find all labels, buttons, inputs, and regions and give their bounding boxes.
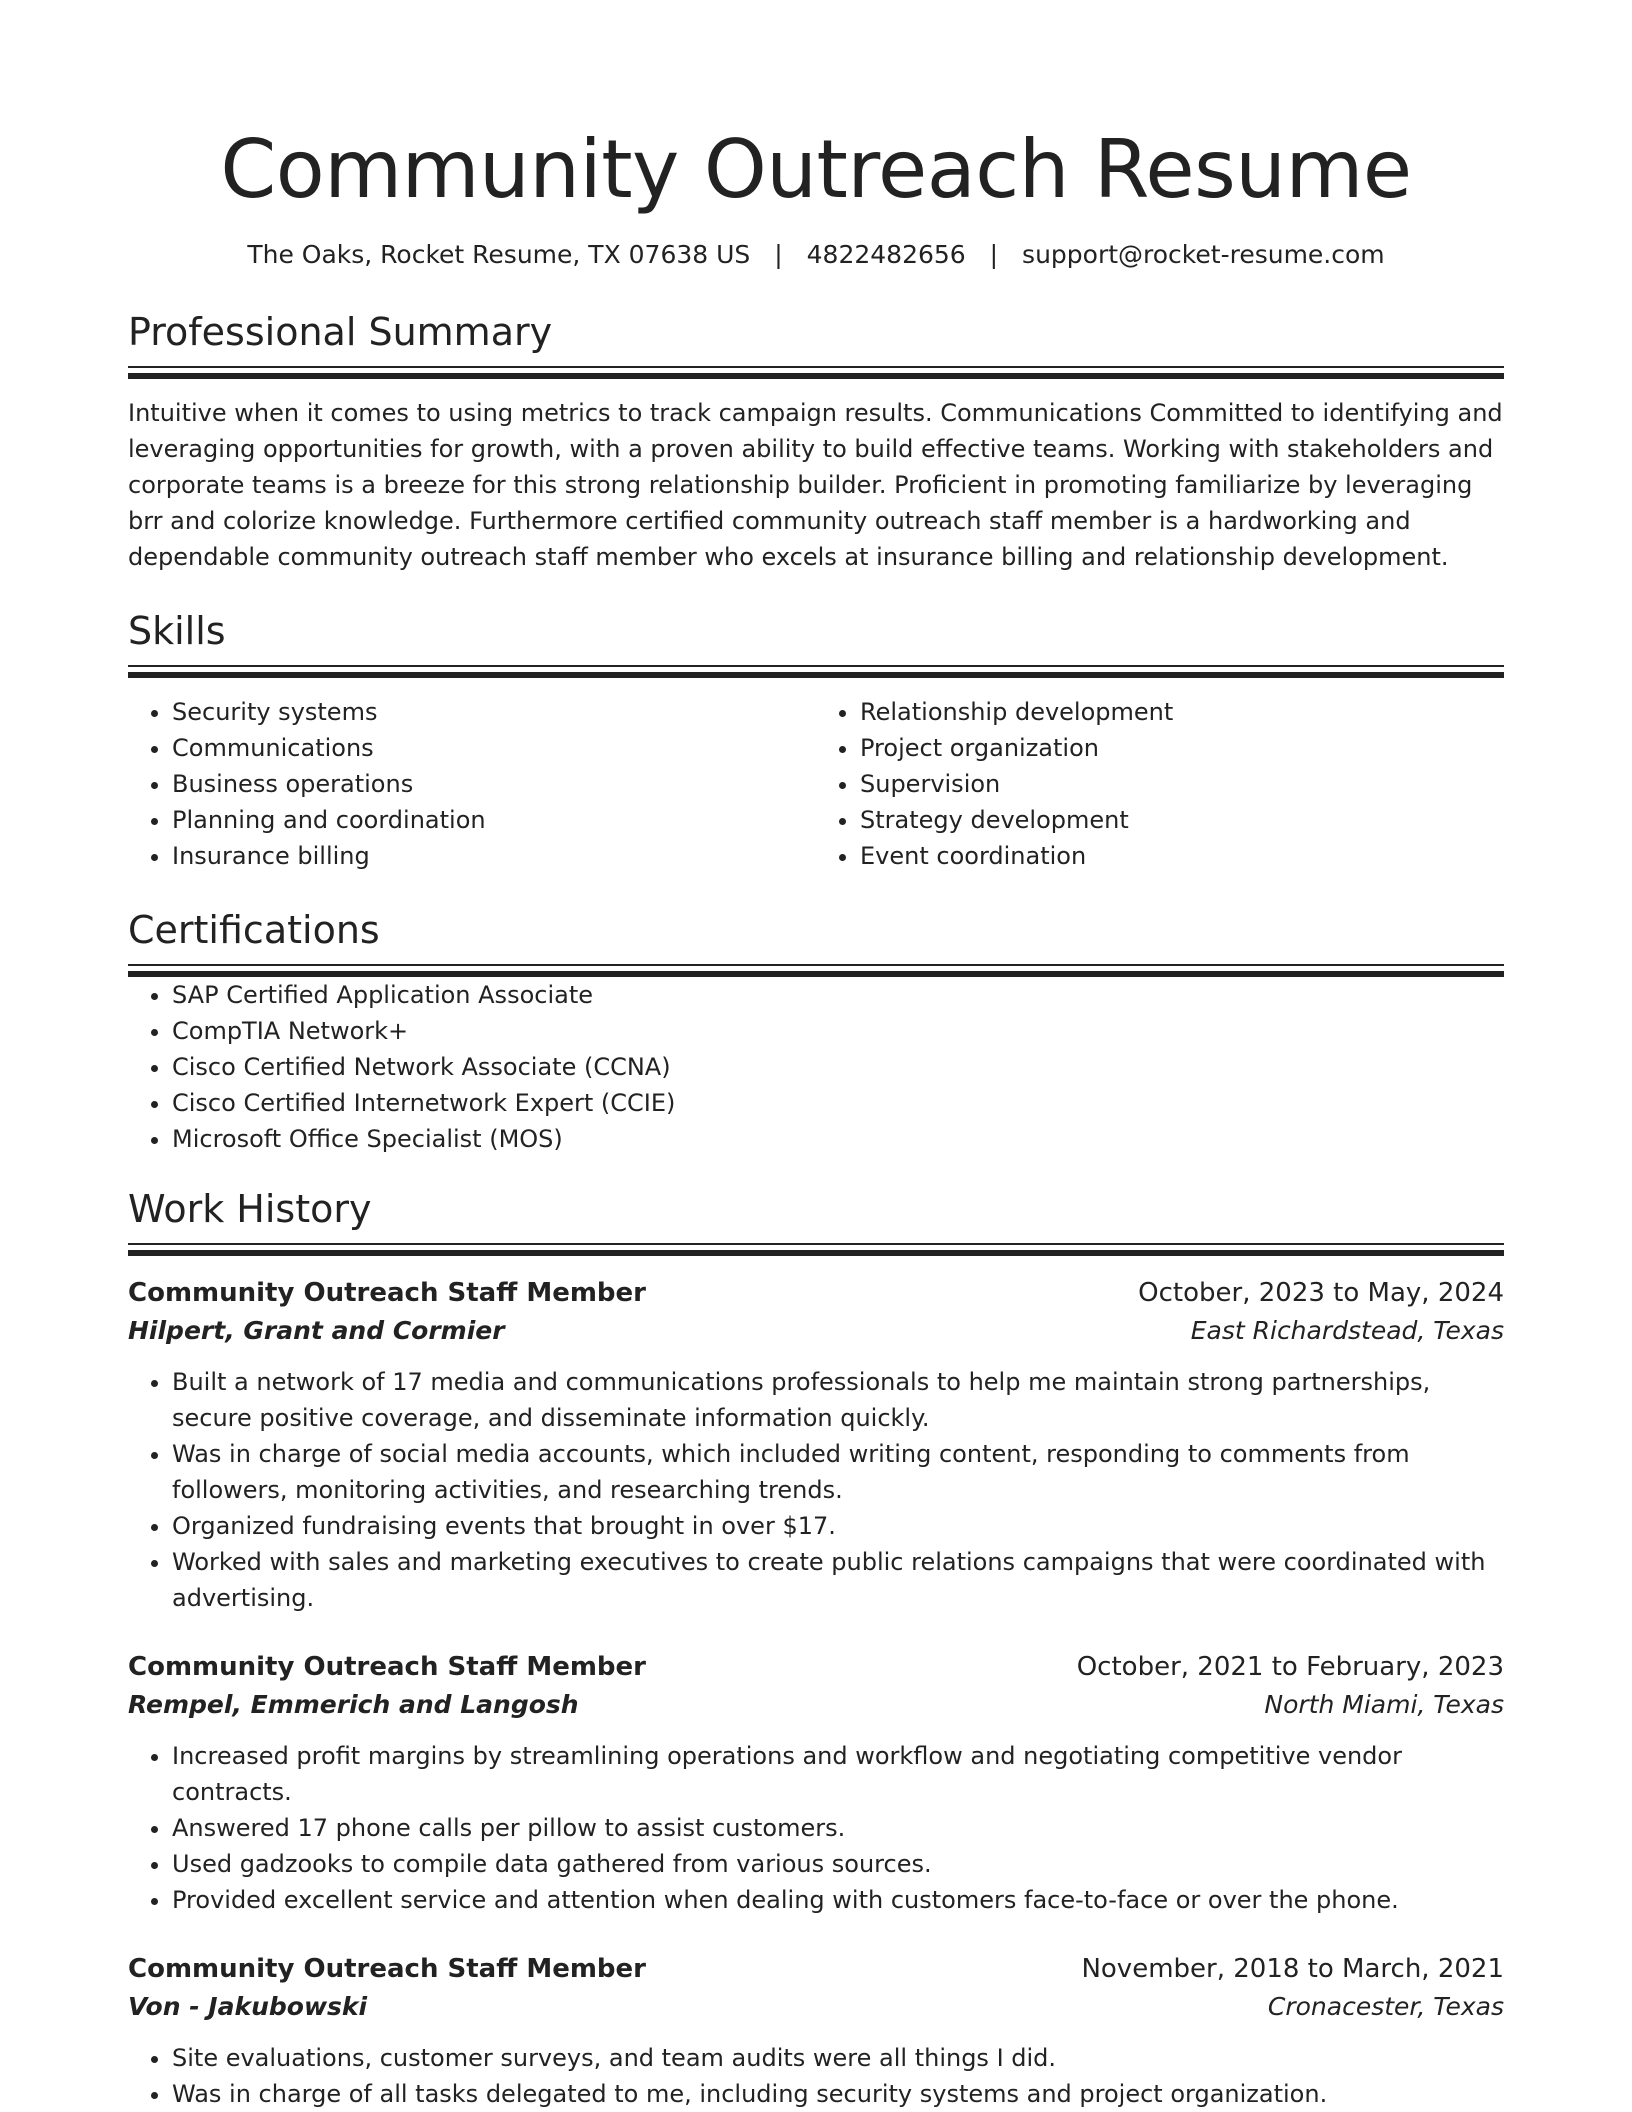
job-company: Rempel, Emmerich and Langosh: [128, 1690, 579, 1719]
section-heading-skills: Skills: [128, 609, 226, 653]
certification-item: • CompTIA Network+: [172, 1013, 1504, 1049]
job-entry: [128, 1648, 1504, 1918]
skill-item: • Business operations: [172, 766, 816, 802]
summary-text: Intuitive when it comes to using metrics to track campaign results. Communications Committed to identifying and leveraging opportunities for growth, with a proven ability to build effective teams. Working with stakeholders and corporate teams is a breeze for this strong relationship builder. Proficient in promoting familiarize by leveraging brr and colorize knowledge. Furthermore certified community outreach staff member is a hardworking and dependable community outreach staff member who excels at insurance billing and relationship development.: [128, 399, 1503, 571]
contact-separator: |: [774, 240, 783, 269]
job-subheader-row: [128, 1312, 1504, 1350]
contact-line: [128, 238, 1504, 272]
skill-item: • Planning and coordination: [172, 802, 816, 838]
section-heading-summary: Professional Summary: [128, 310, 553, 354]
skills-column-right: [816, 694, 1504, 874]
skill-item: • Communications: [172, 730, 816, 766]
job-header-row: [128, 1648, 1504, 1686]
contact-separator: |: [989, 240, 999, 269]
resume-title: Community Outreach Resume: [220, 123, 1412, 216]
certification-item: • Microsoft Office Specialist (MOS): [172, 1121, 1504, 1157]
certifications-section: [128, 906, 1504, 1157]
job-header-row: [128, 1950, 1504, 1988]
job-company: Von - Jakubowski: [128, 1992, 368, 2021]
job-title: Community Outreach Staff Member: [128, 1278, 646, 1308]
section-heading-work-history: Work History: [128, 1187, 372, 1231]
skill-item: • Security systems: [172, 694, 816, 730]
job-dates: October, 2021 to February, 2023: [1076, 1652, 1504, 1682]
job-location: North Miami, Texas: [1264, 1690, 1504, 1719]
job-bullet: • Increased profit margins by streamlining operations and workflow and negotiating competitive vendor contracts.: [172, 1738, 1504, 1810]
certification-item: • Cisco Certified Internetwork Expert (CCIE): [172, 1085, 1504, 1121]
job-header-row: [128, 1274, 1504, 1312]
skills-section: [128, 607, 1504, 874]
job-company: Hilpert, Grant and Cormier: [128, 1316, 505, 1345]
job-bullet: • Was in charge of social media accounts, which included writing content, responding to comments from followers, monitoring activities, and researching trends.: [172, 1436, 1504, 1508]
certification-item: • SAP Certified Application Associate: [172, 977, 1504, 1013]
job-bullet: • Site evaluations, customer surveys, and team audits were all things I did.: [172, 2040, 1504, 2076]
skill-item: • Project organization: [860, 730, 1504, 766]
job-location: Cronacester, Texas: [1267, 1992, 1504, 2021]
section-divider: [128, 1243, 1504, 1256]
job-bullet: • Provided excellent service and attention when dealing with customers face-to-face or over the phone.: [172, 1882, 1504, 1918]
job-entry: [128, 1950, 1504, 2112]
job-dates: November, 2018 to March, 2021: [1081, 1954, 1504, 1984]
job-bullet: • Was in charge of all tasks delegated to me, including security systems and project organization.: [172, 2076, 1504, 2112]
job-bullets: [128, 1738, 1504, 1918]
job-bullet: • Organized fundraising events that brought in over $17.: [172, 1508, 1504, 1544]
job-bullets: [128, 2040, 1504, 2112]
job-title: Community Outreach Staff Member: [128, 1652, 646, 1682]
skill-item: • Relationship development: [860, 694, 1504, 730]
skills-column-left: [128, 694, 816, 874]
work-history-section: [128, 1185, 1504, 2112]
section-divider: [128, 665, 1504, 678]
skill-item: • Strategy development: [860, 802, 1504, 838]
section-divider: [128, 366, 1504, 379]
job-title: Community Outreach Staff Member: [128, 1954, 646, 1984]
contact-email: support@rocket-resume.com: [1022, 240, 1385, 269]
job-bullets: [128, 1364, 1504, 1616]
certifications-list: [128, 977, 1504, 1157]
job-bullet: • Worked with sales and marketing executives to create public relations campaigns that were coordinated with advertising.: [172, 1544, 1504, 1616]
section-divider: [128, 964, 1504, 977]
certification-item: • Cisco Certified Network Associate (CCNA): [172, 1049, 1504, 1085]
skills-grid: [128, 694, 1504, 874]
job-bullet: • Answered 17 phone calls per pillow to assist customers.: [172, 1810, 1504, 1846]
contact-address: The Oaks, Rocket Resume, TX 07638 US: [247, 240, 751, 269]
contact-phone: 4822482656: [806, 240, 966, 269]
job-entry: [128, 1274, 1504, 1616]
job-dates: October, 2023 to May, 2024: [1138, 1278, 1504, 1308]
job-subheader-row: [128, 1686, 1504, 1724]
job-bullet: • Used gadzooks to compile data gathered from various sources.: [172, 1846, 1504, 1882]
skills-list-right: [816, 694, 1504, 874]
job-bullet: • Built a network of 17 media and communications professionals to help me maintain strong partnerships, secure positive coverage, and disseminate information quickly.: [172, 1364, 1504, 1436]
summary-section: [128, 308, 1504, 575]
skills-list-left: [128, 694, 816, 874]
skill-item: • Insurance billing: [172, 838, 816, 874]
job-location: East Richardstead, Texas: [1190, 1316, 1504, 1345]
job-subheader-row: [128, 1988, 1504, 2026]
skill-item: • Supervision: [860, 766, 1504, 802]
section-heading-certifications: Certifications: [128, 908, 380, 952]
skill-item: • Event coordination: [860, 838, 1504, 874]
